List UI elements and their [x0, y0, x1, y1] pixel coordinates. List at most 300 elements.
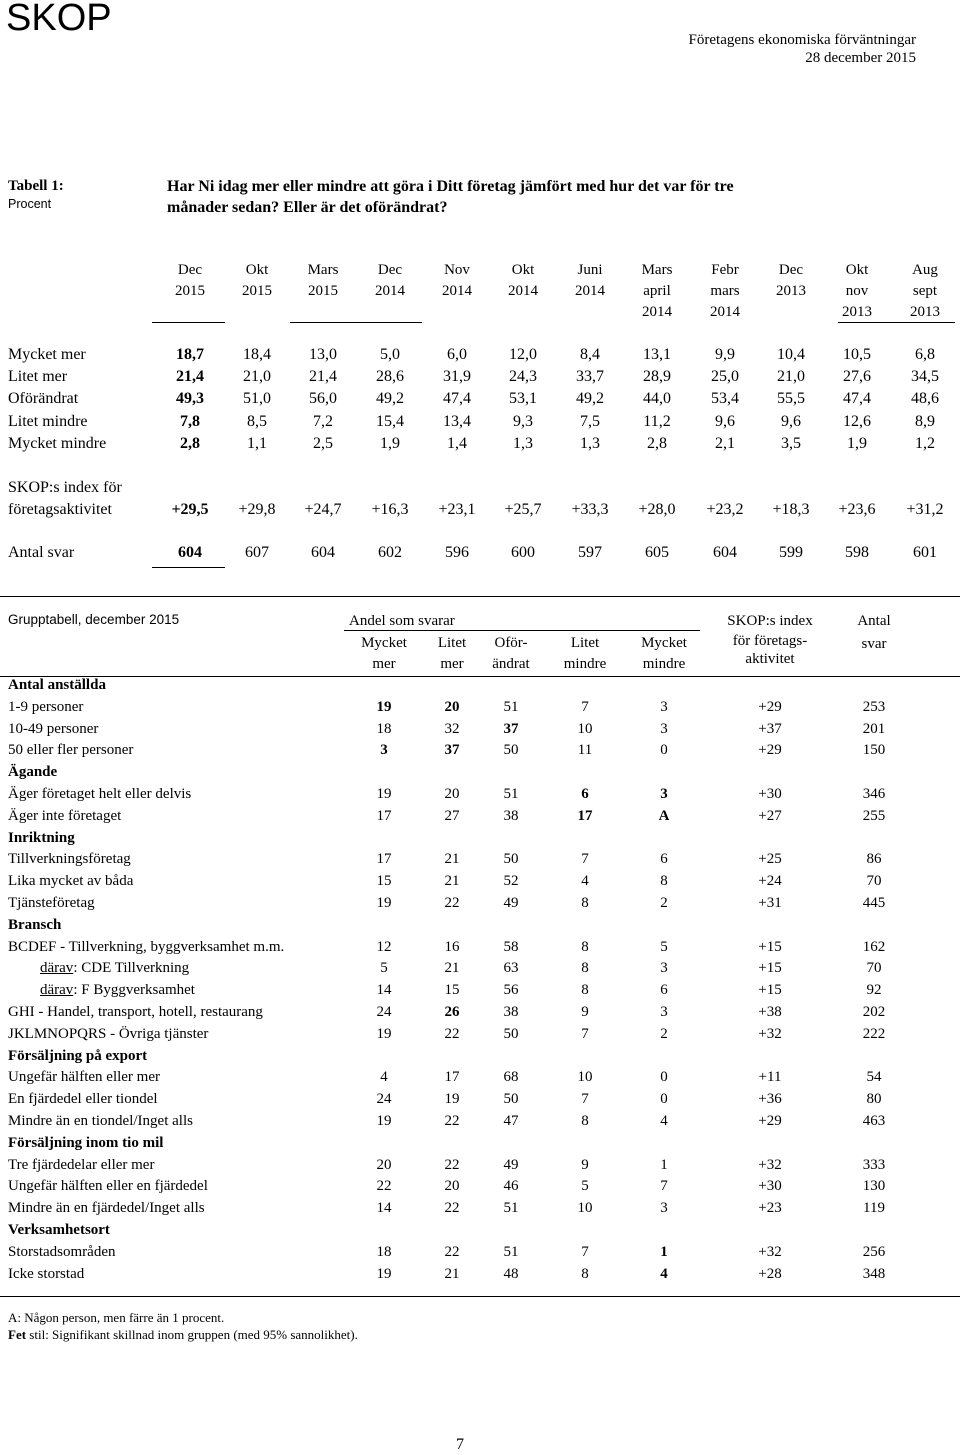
- group-cell: +23: [758, 1200, 782, 1217]
- group-cell: +27: [758, 807, 782, 824]
- group-cell: 58: [503, 938, 519, 955]
- group-cell: 8: [581, 1113, 589, 1129]
- group-cell: 0: [660, 1069, 668, 1086]
- footnote-a: A: Någon person, men färre än 1 procent.: [8, 1310, 225, 1325]
- footnote-bold-word: Fet: [8, 1327, 27, 1342]
- table-cell: 31,9: [443, 368, 471, 385]
- group-cell: 26: [444, 1004, 460, 1020]
- group-cell: 3: [660, 698, 668, 715]
- group-cell: +37: [758, 720, 782, 737]
- table-cell: 28,9: [643, 368, 671, 385]
- group-cell: 22: [444, 1025, 460, 1042]
- row-label: Litet mer: [8, 368, 68, 385]
- group-cell: 32: [444, 720, 460, 737]
- group-cell: 3: [660, 1004, 668, 1020]
- table-cell: 49,2: [576, 390, 604, 407]
- group-row-label: [40, 960, 189, 977]
- table-cell: 27,6: [843, 368, 871, 385]
- group-cell: 463: [862, 1113, 886, 1129]
- table-cell: 6,0: [447, 346, 467, 363]
- column-header-line: nov: [845, 283, 869, 299]
- group-cell: 6: [660, 851, 668, 868]
- group-column-header-line: Oför-: [494, 635, 528, 651]
- group-row-label: En fjärdedel eller tiondel: [8, 1091, 158, 1108]
- group-cell: 9: [581, 1156, 589, 1173]
- group-column-header-line: ändrat: [492, 656, 530, 672]
- group-cell: 37: [503, 720, 519, 737]
- column-header-line: 2014: [710, 304, 740, 320]
- group-cell: 3: [660, 786, 668, 802]
- antal-svar-value: 597: [578, 544, 602, 561]
- table-cell: 9,9: [715, 346, 735, 363]
- group-cell: 255: [862, 807, 886, 824]
- group-cell: 20: [444, 786, 460, 802]
- column-header-line: Aug: [912, 262, 938, 278]
- group-cell: 256: [862, 1243, 886, 1260]
- section-heading: Bransch: [8, 916, 62, 933]
- group-cell: 14: [376, 1200, 392, 1217]
- group-row-label-text: : F Byggverksamhet: [73, 982, 195, 999]
- column-header-line: sept: [912, 283, 938, 299]
- group-row-label: 1-9 personer: [8, 698, 84, 715]
- group-cell: +38: [758, 1004, 782, 1020]
- group-cell: 37: [444, 742, 460, 759]
- table-cell: 24,3: [509, 368, 537, 385]
- group-cell: 162: [862, 938, 886, 955]
- table-cell: 11,2: [643, 413, 671, 430]
- table-cell: 21,4: [176, 368, 204, 385]
- header-underline: [838, 322, 955, 323]
- column-header-line: 2014: [375, 283, 405, 299]
- group-cell: 51: [503, 786, 519, 802]
- group-cell: 3: [660, 720, 668, 737]
- group-cell: 19: [376, 786, 392, 802]
- column-header-line: 2013: [842, 304, 872, 320]
- group-row-label: Storstadsområden: [8, 1243, 116, 1260]
- table1-unit: Procent: [8, 197, 52, 211]
- group-row-label: 50 eller fler personer: [8, 742, 134, 759]
- group-cell: 7: [581, 1025, 589, 1042]
- group-cell: 20: [376, 1156, 392, 1173]
- table-cell: 47,4: [443, 390, 471, 407]
- group-cell: 51: [503, 698, 519, 715]
- antal-svar-value: 601: [913, 544, 937, 561]
- group-cell: 24: [376, 1091, 392, 1108]
- group-cell: A: [658, 807, 670, 824]
- group-cell: 7: [581, 1243, 589, 1260]
- group-cell: +36: [758, 1091, 782, 1108]
- group-cell: 445: [862, 895, 886, 911]
- group-row-label: BCDEF - Tillverkning, byggverksamhet m.m.: [8, 938, 285, 955]
- group-cell: 16: [444, 938, 460, 955]
- index-value: +33,3: [571, 501, 609, 518]
- group-cell: 56: [503, 982, 519, 999]
- column-header-line: Okt: [245, 262, 269, 278]
- table-cell: 8,4: [580, 346, 600, 363]
- group-cell: 68: [503, 1069, 519, 1086]
- table-cell: 1,9: [847, 435, 867, 452]
- group-row-label: 10-49 personer: [8, 720, 99, 737]
- group-cell: 253: [862, 698, 886, 715]
- section-heading: Verksamhetsort: [8, 1222, 110, 1238]
- group-cell: 38: [503, 807, 519, 824]
- antal-underline: [152, 567, 225, 568]
- group-cell: +30: [758, 786, 782, 802]
- group-cell: 0: [660, 742, 668, 759]
- table-cell: 13,0: [309, 346, 337, 363]
- group-cell: 17: [376, 807, 392, 824]
- table1-question: [167, 176, 867, 218]
- group-row-label: Mindre än en tiondel/Inget alls: [8, 1113, 193, 1129]
- antal-svar-value: 604: [311, 544, 335, 561]
- index-label-line-1: SKOP:s index för: [8, 479, 122, 496]
- table-cell: 8,9: [915, 413, 935, 430]
- index-value: +18,3: [772, 501, 810, 518]
- group-cell: 20: [444, 1178, 460, 1195]
- table-cell: 55,5: [777, 390, 805, 407]
- antal-header-line: Antal: [857, 613, 891, 629]
- row-label: Mycket mer: [8, 346, 86, 363]
- group-cell: 8: [581, 895, 589, 911]
- index-value: +31,2: [906, 501, 944, 518]
- group-cell: 22: [444, 895, 460, 911]
- group-column-header-line: Litet: [570, 635, 600, 651]
- group-cell: 11: [577, 742, 593, 759]
- group-cell: 38: [503, 1004, 519, 1020]
- index-value: +23,6: [838, 501, 876, 518]
- group-cell: +31: [758, 895, 782, 911]
- group-cell: 150: [862, 742, 886, 759]
- group-row-label: Tillverkningsföretag: [8, 851, 131, 868]
- group-cell: 333: [862, 1156, 886, 1173]
- table-cell: 56,0: [309, 390, 337, 407]
- group-cell: 19: [376, 1025, 392, 1042]
- group-row-label: Äger inte företaget: [8, 807, 122, 824]
- group-cell: 15: [376, 873, 392, 890]
- group-cell: 19: [376, 895, 392, 911]
- section-heading: Antal anställda: [8, 677, 106, 693]
- table-cell: 53,1: [509, 390, 537, 407]
- table-cell: 15,4: [376, 413, 404, 430]
- table-cell: 49,2: [376, 390, 404, 407]
- table-cell: 12,6: [843, 413, 871, 430]
- group-cell: 92: [866, 982, 882, 999]
- group-cell: 20: [444, 698, 460, 715]
- column-header-line: Febr: [711, 262, 739, 278]
- group-row-prefix: därav: [40, 982, 74, 999]
- group-cell: 22: [444, 1200, 460, 1217]
- index-header: [710, 611, 830, 670]
- group-cell: 52: [503, 873, 519, 890]
- column-header-line: 2015: [242, 283, 272, 299]
- group-cell: 3: [380, 742, 388, 759]
- group-cell: 22: [444, 1113, 460, 1129]
- antal-svar-value: 602: [378, 544, 402, 561]
- group-cell: 24: [376, 1004, 392, 1020]
- antal-svar-value: 596: [445, 544, 469, 561]
- group-cell: 7: [660, 1178, 668, 1195]
- group-column-header: [545, 633, 625, 675]
- group-row-label: Ungefär hälften eller mer: [8, 1069, 160, 1086]
- group-cell: 49: [503, 895, 519, 911]
- group-column-header-line: mer: [440, 656, 464, 672]
- report-date: 28 december 2015: [805, 50, 916, 66]
- table-cell: 7,5: [580, 413, 600, 430]
- group-column-header-line: mindre: [642, 656, 686, 672]
- group-row-label: Tre fjärdedelar eller mer: [8, 1156, 155, 1173]
- header-underline: [152, 322, 225, 323]
- table1-label: Tabell 1:: [8, 178, 64, 194]
- column-header-line: 2013: [910, 304, 940, 320]
- group-header-rule: [0, 676, 960, 677]
- table-cell: 47,4: [843, 390, 871, 407]
- group-cell: 17: [577, 807, 593, 824]
- table-cell: 1,9: [380, 435, 400, 452]
- logo: SKOP: [6, 0, 112, 39]
- group-cell: +15: [758, 960, 782, 977]
- table-cell: 18,4: [243, 346, 271, 363]
- footnote-bold: [8, 1327, 358, 1343]
- group-cell: +29: [758, 742, 782, 759]
- group-row-label: Lika mycket av båda: [8, 873, 134, 890]
- group-cell: 4: [660, 1265, 668, 1282]
- group-cell: 4: [581, 873, 589, 890]
- group-column-header: [624, 633, 704, 675]
- group-cell: 348: [862, 1265, 886, 1282]
- table-cell: 21,0: [777, 368, 805, 385]
- antal-svar-value: 605: [645, 544, 669, 561]
- group-cell: 50: [503, 1025, 519, 1042]
- column-header-line: 2015: [308, 283, 338, 299]
- page-number: 7: [456, 1436, 464, 1453]
- group-cell: 6: [660, 982, 668, 999]
- column-header-line: Mars: [307, 262, 339, 278]
- table-cell: 8,5: [247, 413, 267, 430]
- group-cell: 17: [444, 1069, 460, 1086]
- column-header-line: 2014: [508, 283, 538, 299]
- group-cell: +32: [758, 1156, 782, 1173]
- group-cell: 14: [376, 982, 392, 999]
- table-cell: 7,2: [313, 413, 333, 430]
- group-cell: 2: [660, 1025, 668, 1042]
- table-cell: 7,8: [180, 413, 200, 430]
- group-row-label: Icke storstad: [8, 1265, 85, 1282]
- group-cell: 5: [581, 1178, 589, 1195]
- antal-svar-value: 607: [245, 544, 269, 561]
- column-header-line: 2014: [442, 283, 472, 299]
- group-cell: 7: [581, 1091, 589, 1108]
- table-cell: 18,7: [176, 346, 204, 363]
- table1-bottom-rule: [0, 596, 960, 597]
- group-cell: 4: [380, 1069, 388, 1086]
- table-cell: 12,0: [509, 346, 537, 363]
- report-title: Företagens ekonomiska förväntningar: [688, 32, 916, 48]
- group-cell: +15: [758, 938, 782, 955]
- table-cell: 44,0: [643, 390, 671, 407]
- group-cell: 63: [503, 960, 519, 977]
- group-cell: 50: [503, 1091, 519, 1108]
- group-cell: 2: [660, 895, 668, 911]
- column-header-line: Dec: [377, 262, 403, 278]
- group-cell: 21: [444, 960, 460, 977]
- group-cell: 10: [577, 1069, 593, 1086]
- table-cell: 5,0: [380, 346, 400, 363]
- section-heading: Försäljning inom tio mil: [8, 1134, 164, 1151]
- antal-header-line: svar: [861, 636, 887, 652]
- group-cell: 46: [503, 1178, 519, 1195]
- row-label: Oförändrat: [8, 390, 79, 407]
- table-cell: 9,6: [781, 413, 801, 430]
- table-cell: 34,5: [911, 368, 939, 385]
- group-column-header-line: Mycket: [641, 635, 687, 651]
- group-cell: 15: [444, 982, 460, 999]
- column-header-line: mars: [710, 283, 740, 299]
- antal-svar-value: 599: [779, 544, 803, 561]
- group-cell: 130: [862, 1178, 886, 1195]
- group-row-prefix: därav: [40, 960, 74, 977]
- table-cell: 53,4: [711, 390, 739, 407]
- group-cell: +32: [758, 1025, 782, 1042]
- group-cell: 21: [444, 851, 460, 868]
- group-cell: 22: [444, 1243, 460, 1260]
- table-cell: 48,6: [911, 390, 939, 407]
- group-cell: 19: [376, 1265, 392, 1282]
- antal-svar-value: 600: [511, 544, 535, 561]
- table-cell: 1,2: [915, 435, 935, 452]
- column-header-line: Juni: [577, 262, 603, 278]
- group-cell: 22: [376, 1178, 392, 1195]
- row-label: Mycket mindre: [8, 435, 107, 452]
- index-label-line-2: företagsaktivitet: [8, 501, 112, 518]
- index-header-line: aktivitet: [745, 651, 795, 667]
- group-cell: 346: [862, 786, 886, 802]
- group-cell: 21: [444, 1265, 460, 1282]
- group-cell: 7: [581, 851, 589, 868]
- group-row-label: Ungefär hälften eller en fjärdedel: [8, 1178, 208, 1195]
- table-cell: 25,0: [711, 368, 739, 385]
- group-cell: 8: [581, 960, 589, 977]
- index-value: +23,2: [706, 501, 744, 518]
- table-cell: 3,5: [781, 435, 801, 452]
- group-cell: 3: [660, 1200, 668, 1217]
- table-cell: 1,3: [513, 435, 533, 452]
- column-header-line: april: [643, 283, 671, 299]
- group-cell: 49: [503, 1156, 519, 1173]
- group-cell: 17: [376, 851, 392, 868]
- section-heading: Inriktning: [8, 829, 75, 846]
- index-value: +24,7: [304, 501, 342, 518]
- group-cell: +29: [758, 698, 782, 715]
- table-cell: 9,3: [513, 413, 533, 430]
- table-cell: 13,4: [443, 413, 471, 430]
- table-cell: 33,7: [576, 368, 604, 385]
- index-value: +23,1: [438, 501, 476, 518]
- group-cell: 19: [376, 698, 392, 715]
- group-cell: 18: [376, 1243, 392, 1260]
- table-cell: 21,4: [309, 368, 337, 385]
- group-cell: 8: [660, 873, 668, 890]
- index-header-line: SKOP:s index: [727, 613, 813, 629]
- group-column-header-line: mer: [372, 656, 396, 672]
- group-cell: 27: [444, 807, 460, 824]
- group-cell: +15: [758, 982, 782, 999]
- group-cell: 7: [581, 698, 589, 715]
- group-cell: 86: [866, 851, 882, 868]
- table-cell: 1,3: [580, 435, 600, 452]
- group-cell: +32: [758, 1243, 782, 1260]
- index-header-line: för företags-: [732, 633, 808, 649]
- index-value: +16,3: [371, 501, 409, 518]
- group-cell: 5: [380, 960, 388, 977]
- group-cell: +11: [758, 1069, 782, 1086]
- group-cell: 51: [503, 1243, 519, 1260]
- group-row-label: Äger företaget helt eller delvis: [8, 786, 192, 802]
- group-cell: +30: [758, 1178, 782, 1195]
- group-cell: 70: [866, 873, 882, 890]
- group-cell: 4: [660, 1113, 668, 1129]
- group-cell: 10: [577, 1200, 593, 1217]
- table-cell: 1,1: [247, 435, 267, 452]
- andel-header: Andel som svarar: [349, 613, 455, 629]
- antal-svar-value: 604: [713, 544, 737, 561]
- group-table-title: Grupptabell, december 2015: [8, 612, 180, 627]
- table-cell: 6,8: [915, 346, 935, 363]
- group-cell: 70: [866, 960, 882, 977]
- group-cell: 201: [862, 720, 886, 737]
- table-cell: 2,1: [715, 435, 735, 452]
- group-cell: 5: [660, 938, 668, 955]
- column-header-line: Okt: [511, 262, 535, 278]
- group-cell: 19: [444, 1091, 460, 1108]
- column-header-line: Dec: [177, 262, 203, 278]
- group-cell: 8: [581, 1265, 589, 1282]
- group-cell: 47: [503, 1113, 519, 1129]
- group-row-label: Tjänsteföretag: [8, 895, 95, 911]
- group-bottom-rule: [0, 1296, 960, 1297]
- group-cell: 19: [376, 1113, 392, 1129]
- table-cell: 13,1: [643, 346, 671, 363]
- group-cell: 48: [503, 1265, 519, 1282]
- group-column-header-line: Litet: [437, 635, 467, 651]
- table-cell: 10,5: [843, 346, 871, 363]
- group-cell: +29: [758, 1113, 782, 1129]
- group-column-header: [471, 633, 551, 675]
- group-cell: 18: [376, 720, 392, 737]
- group-cell: +25: [758, 851, 782, 868]
- table-cell: 21,0: [243, 368, 271, 385]
- question-line-2: månader sedan? Eller är det oförändrat?: [167, 199, 448, 216]
- group-cell: 202: [862, 1004, 886, 1020]
- group-cell: 22: [444, 1156, 460, 1173]
- row-label: Litet mindre: [8, 413, 88, 430]
- table-cell: 2,8: [180, 435, 200, 452]
- index-value: +25,7: [504, 501, 542, 518]
- group-cell: 50: [503, 851, 519, 868]
- table-cell: 2,5: [313, 435, 333, 452]
- column-header-line: 2013: [776, 283, 806, 299]
- table-cell: 1,4: [447, 435, 467, 452]
- column-header-line: 2014: [642, 304, 672, 320]
- table-cell: 2,8: [647, 435, 667, 452]
- group-row-label: GHI - Handel, transport, hotell, restaurang: [8, 1004, 263, 1020]
- andel-rule: [344, 630, 700, 631]
- footnote-bold-text: stil: Signifikant skillnad inom gruppen (med 95% sannolikhet).: [26, 1327, 358, 1342]
- section-heading: Försäljning på export: [8, 1047, 148, 1064]
- table-cell: 9,6: [715, 413, 735, 430]
- column-header-line: Nov: [444, 262, 470, 278]
- group-row-label-text: : CDE Tillverkning: [73, 960, 190, 977]
- group-cell: +24: [758, 873, 782, 890]
